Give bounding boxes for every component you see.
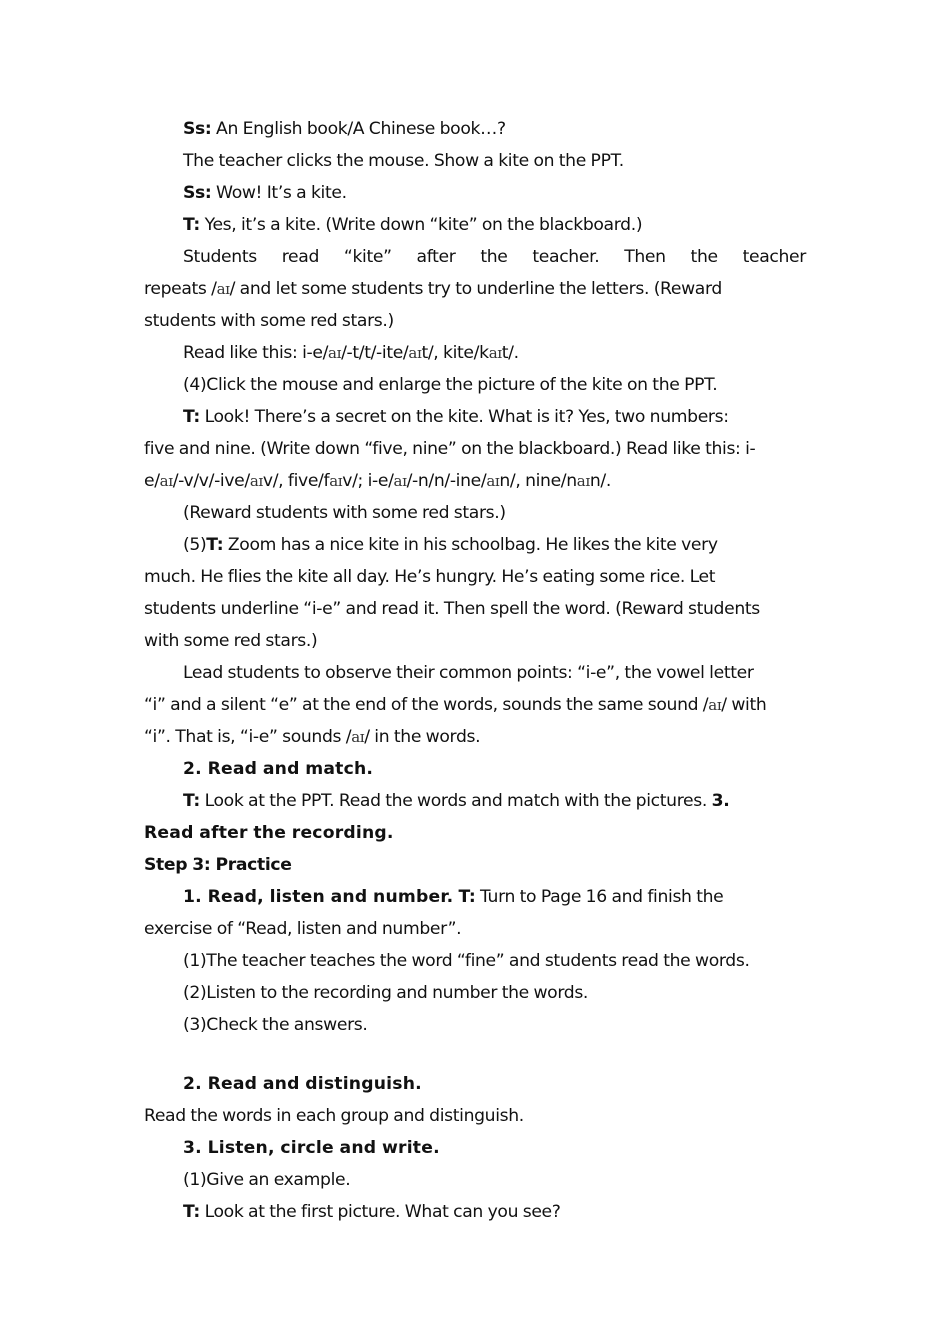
paragraph-line: Students read “kite” after the teacher. Then the teacher <box>183 247 806 267</box>
speaker-label: T: <box>183 1202 200 1222</box>
phonetic-symbol: aɪ <box>486 472 500 490</box>
phonetic-symbol: aɪ <box>329 472 343 490</box>
speaker-label: Ss: <box>183 119 212 139</box>
paragraph-line: “i”. That is, “i-e” sounds /aɪ/ in the words. <box>144 727 481 747</box>
dialogue-line: Ss: An English book/A Chinese book…? <box>183 119 506 139</box>
document-page <box>144 113 806 1228</box>
phonetic-symbol: aɪ <box>351 728 365 746</box>
paragraph-line: exercise of “Read, listen and number”. <box>144 919 462 939</box>
dialogue-line: Ss: Wow! It’s a kite. <box>183 183 347 203</box>
paragraph-line: students with some red stars.) <box>144 311 394 331</box>
speaker-label: T: <box>183 407 200 427</box>
paragraph-line: Read like this: i-e/aɪ/-t/t/-ite/aɪt/, kite/kaɪt/. <box>183 343 519 363</box>
speaker-label: T: <box>183 215 200 235</box>
section-heading: 1. Read, listen and number. <box>183 887 454 907</box>
speaker-label: T: <box>453 887 476 907</box>
list-item: (1)Give an example. <box>183 1170 351 1190</box>
dialogue-line: T: Look! There’s a secret on the kite. What is it? Yes, two numbers: <box>183 407 729 427</box>
paragraph-line: (4)Click the mouse and enlarge the picture of the kite on the PPT. <box>183 375 718 395</box>
paragraph-line: with some red stars.) <box>144 631 318 651</box>
phonetic-symbol: aɪ <box>576 472 590 490</box>
phonetic-symbol: aɪ <box>216 280 230 298</box>
phonetic-symbol: aɪ <box>159 472 173 490</box>
dialogue-line: T: Look at the PPT. Read the words and match with the pictures. 3. <box>183 791 730 811</box>
section-heading: Read after the recording. <box>144 823 394 843</box>
list-item: (1)The teacher teaches the word “fine” and students read the words. <box>183 951 750 971</box>
list-item: (2)Listen to the recording and number the words. <box>183 983 589 1003</box>
section-heading: 3. Listen, circle and write. <box>183 1138 440 1158</box>
paragraph-line: The teacher clicks the mouse. Show a kite on the PPT. <box>183 151 624 171</box>
speaker-label: T: <box>183 791 200 811</box>
list-item: (3)Check the answers. <box>183 1015 368 1035</box>
speaker-label: Ss: <box>183 183 212 203</box>
paragraph-line: much. He flies the kite all day. He’s hungry. He’s eating some rice. Let <box>144 567 716 587</box>
phonetic-symbol: aɪ <box>249 472 263 490</box>
paragraph-line: Read the words in each group and distinguish. <box>144 1106 524 1126</box>
blank-line <box>144 1041 806 1068</box>
phonetic-symbol: aɪ <box>488 344 502 362</box>
paragraph-line: five and nine. (Write down “five, nine” on the blackboard.) Read like this: i- <box>144 439 756 459</box>
phonetic-symbol: aɪ <box>328 344 342 362</box>
paragraph-line: repeats /aɪ/ and let some students try to underline the letters. (Reward <box>144 279 722 299</box>
dialogue-line: (5)T: Zoom has a nice kite in his schoolbag. He likes the kite very <box>183 535 718 555</box>
paragraph-line: students underline “i-e” and read it. Then spell the word. (Reward students <box>144 599 760 619</box>
dialogue-line: T: Yes, it’s a kite. (Write down “kite” on the blackboard.) <box>183 215 643 235</box>
section-heading-line: 1. Read, listen and number. T: Turn to Page 16 and finish the <box>183 887 724 907</box>
paragraph-line: “i” and a silent “e” at the end of the words, sounds the same sound /aɪ/ with <box>144 695 767 715</box>
phonetic-symbol: aɪ <box>408 344 422 362</box>
section-heading: 2. Read and distinguish. <box>183 1074 422 1094</box>
paragraph-line: (Reward students with some red stars.) <box>183 503 506 523</box>
paragraph-line: Lead students to observe their common points: “i-e”, the vowel letter <box>183 663 754 683</box>
step-heading: Step 3: Practice <box>144 855 292 875</box>
speaker-label: T: <box>206 535 224 555</box>
phonetic-symbol: aɪ <box>393 472 407 490</box>
phonetic-symbol: aɪ <box>708 696 722 714</box>
paragraph-line: e/aɪ/-v/v/-ive/aɪv/, five/faɪv/; i-e/aɪ/-n/n/-ine/aɪn/, nine/naɪn/. <box>144 471 611 491</box>
section-heading: 2. Read and match. <box>183 759 374 779</box>
dialogue-line: T: Look at the first picture. What can you see? <box>183 1202 561 1222</box>
